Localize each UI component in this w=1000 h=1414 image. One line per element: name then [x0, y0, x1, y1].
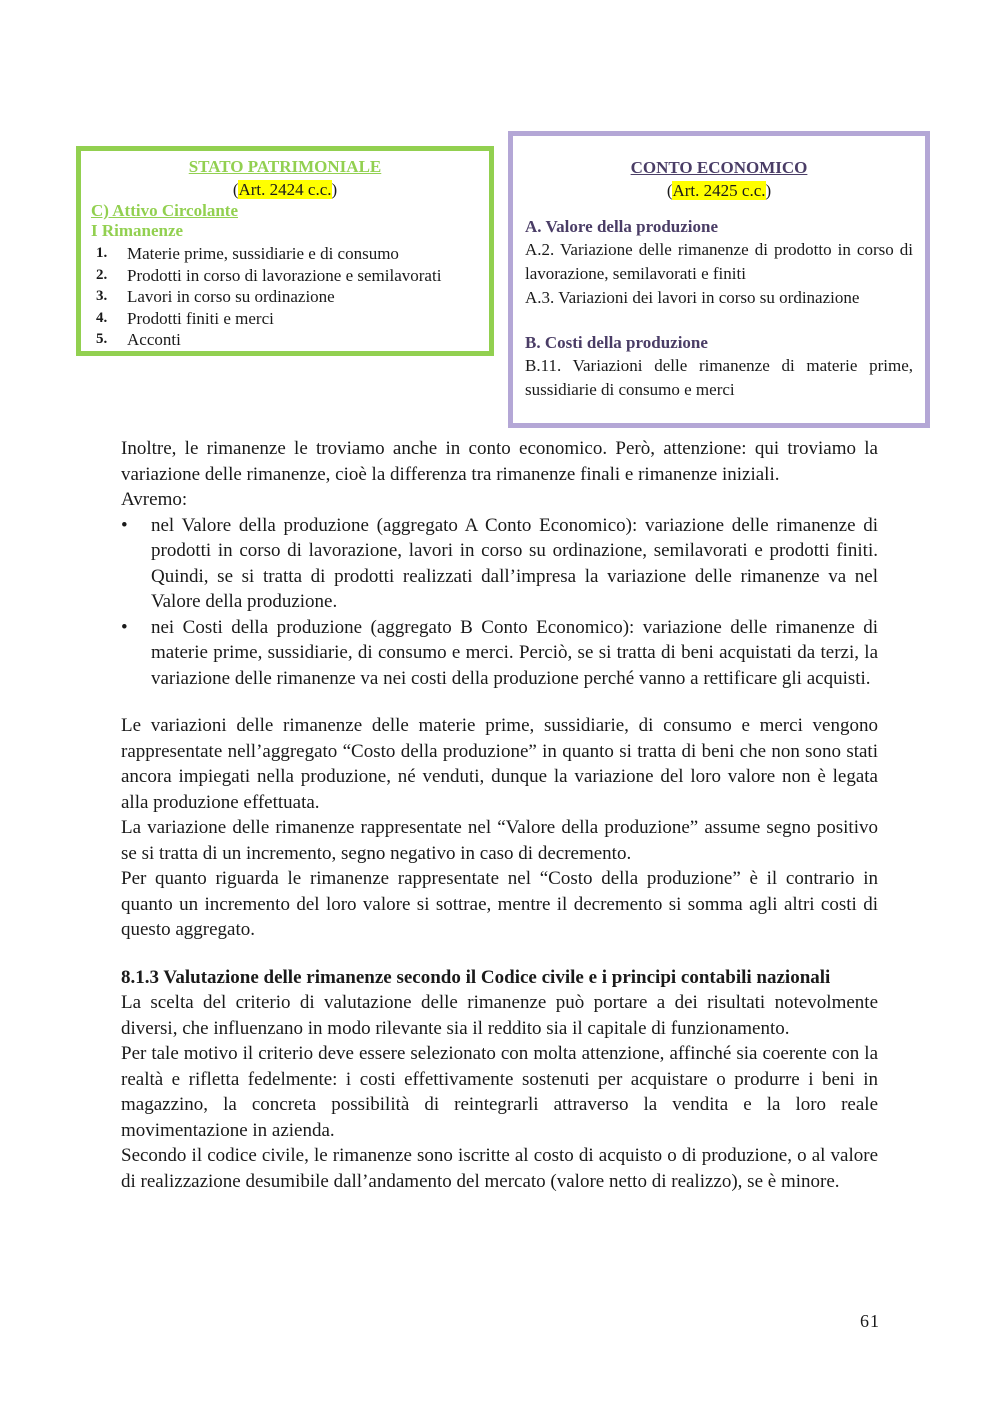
section-heading: 8.1.3 Valutazione delle rimanenze secondo il Codice civile e i principi contabili nazionali	[121, 966, 831, 988]
list-item	[91, 308, 479, 330]
conto-economico-article-line	[525, 179, 913, 202]
paragraph: Secondo il codice civile, le rimanenze sono iscritte al costo di acquisto o di produzione, o al valore di realizzazione desumibile dall’andamento del mercato (valore netto di realizzo), se è minore.	[121, 1145, 878, 1192]
paragraph: La scelta del criterio di valutazione delle rimanenze può portare a dei risultati notevolmente diversi, che influenzano in modo rilevante sia il reddito sia il capitale di funzionamento.	[121, 992, 878, 1039]
bullet-item	[121, 513, 878, 615]
attivo-circolante-heading: C) Attivo Circolante	[91, 201, 238, 220]
voce-a3: A.3. Variazioni dei lavori in corso su ordinazione	[525, 288, 860, 307]
conto-economico-title: CONTO ECONOMICO	[630, 158, 808, 177]
page-number: 61	[860, 1311, 880, 1331]
costi-produzione-heading: B. Costi della produzione	[525, 333, 708, 352]
stato-patrimoniale-article-line	[91, 178, 479, 201]
list-item	[91, 243, 479, 265]
conto-economico-article: Art. 2425 c.c.	[672, 181, 766, 200]
stato-patrimoniale-title: STATO PATRIMONIALE	[188, 157, 382, 176]
paragraph: Avremo:	[121, 489, 188, 510]
paren-close: )	[331, 180, 338, 199]
bullet-text: nel Valore della produzione (aggregato A Conto Economico): variazione delle rimanenze di prodotti in corso di lavorazione, lavori in corso su ordinazione, semilavorati e prodotti finiti. Quindi, se si tratta di prodotti realizzati dall’impresa la variazione delle rimanenze va nel Valore della produzione.	[151, 514, 878, 612]
paragraph: Per tale motivo il criterio deve essere selezionato con molta attenzione, affinché sia coerente con la realtà e rifletta fedelmente: i costi effettivamente sostenuti per acquistare o produrre i beni in magazzino, la concreta possibilità di reintegrarli attraverso la vendita e la loro reale movimentazione in azienda.	[121, 1043, 878, 1141]
bullet-icon: •	[121, 514, 128, 536]
bullet-item	[121, 615, 878, 692]
list-item	[91, 265, 479, 287]
valore-produzione-heading: A. Valore della produzione	[525, 217, 719, 236]
list-item-text: Lavori in corso su ordinazione	[127, 287, 335, 306]
voce-a2: A.2. Variazione delle rimanenze di prodotto in corso di lavorazione, semilavorati e finiti	[525, 240, 913, 283]
rimanenze-heading: I Rimanenze	[91, 221, 184, 240]
conto-economico-box	[508, 131, 930, 428]
list-item-number: 3.	[96, 288, 108, 304]
list-item	[91, 329, 479, 351]
list-item-number: 4.	[96, 309, 108, 326]
stato-patrimoniale-box	[76, 146, 494, 356]
list-item-number: 1.	[96, 245, 108, 261]
paren-open: (	[666, 181, 673, 200]
bullet-text: nei Costi della produzione (aggregato B Conto Economico): variazione delle rimanenze di materie prime, sussidiarie, di consumo e merci. Perciò, se si tratta di beni acquistati da terzi, la variazione delle rimanenze va nei costi della produzione perché vanno a rettificare gli acquisti.	[151, 616, 878, 689]
paragraph: Per quanto riguarda le rimanenze rappresentate nel “Costo della produzione” è il contrario in quanto un incremento del loro valore si sottrae, mentre il decremento si somma agli altri costi di questo aggregato.	[121, 868, 878, 940]
paragraph: La variazione delle rimanenze rappresentate nel “Valore della produzione” assume segno positivo se si tratta di un incremento, segno negativo in caso di decremento.	[121, 817, 878, 864]
paren-close: )	[765, 181, 772, 200]
list-item	[91, 286, 479, 308]
list-item-text: Prodotti finiti e merci	[127, 308, 274, 328]
paragraph: Inoltre, le rimanenze le troviamo anche in conto economico. Però, attenzione: qui troviamo la variazione delle rimanenze, cioè la differenza tra rimanenze finali e rimanenze iniziali.	[121, 438, 878, 485]
paragraph: Le variazioni delle rimanenze delle materie prime, sussidiarie, di consumo e merci vengono rappresentate nell’aggregato “Costo della produzione” in quanto si tratta di beni che non sono stati ancora impiegati nella produzione, né venduti, dunque la variazione del loro valore non è legata alla produzione effettuata.	[121, 715, 878, 813]
bullet-icon: •	[121, 616, 128, 638]
list-item-text: Acconti	[127, 330, 181, 349]
paren-open: (	[232, 180, 239, 199]
bullet-list	[121, 513, 878, 692]
voce-b11: B.11. Variazioni delle rimanenze di materie prime, sussidiarie di consumo e merci	[525, 356, 913, 399]
list-item-text: Materie prime, sussidiarie e di consumo	[127, 244, 399, 263]
stato-patrimoniale-article: Art. 2424 c.c.	[238, 180, 332, 199]
rimanenze-list	[91, 243, 479, 351]
list-item-text: Prodotti in corso di lavorazione e semilavorati	[127, 265, 442, 285]
list-item-number: 2.	[96, 266, 108, 283]
body-text	[121, 436, 878, 1194]
list-item-number: 5.	[96, 331, 108, 347]
